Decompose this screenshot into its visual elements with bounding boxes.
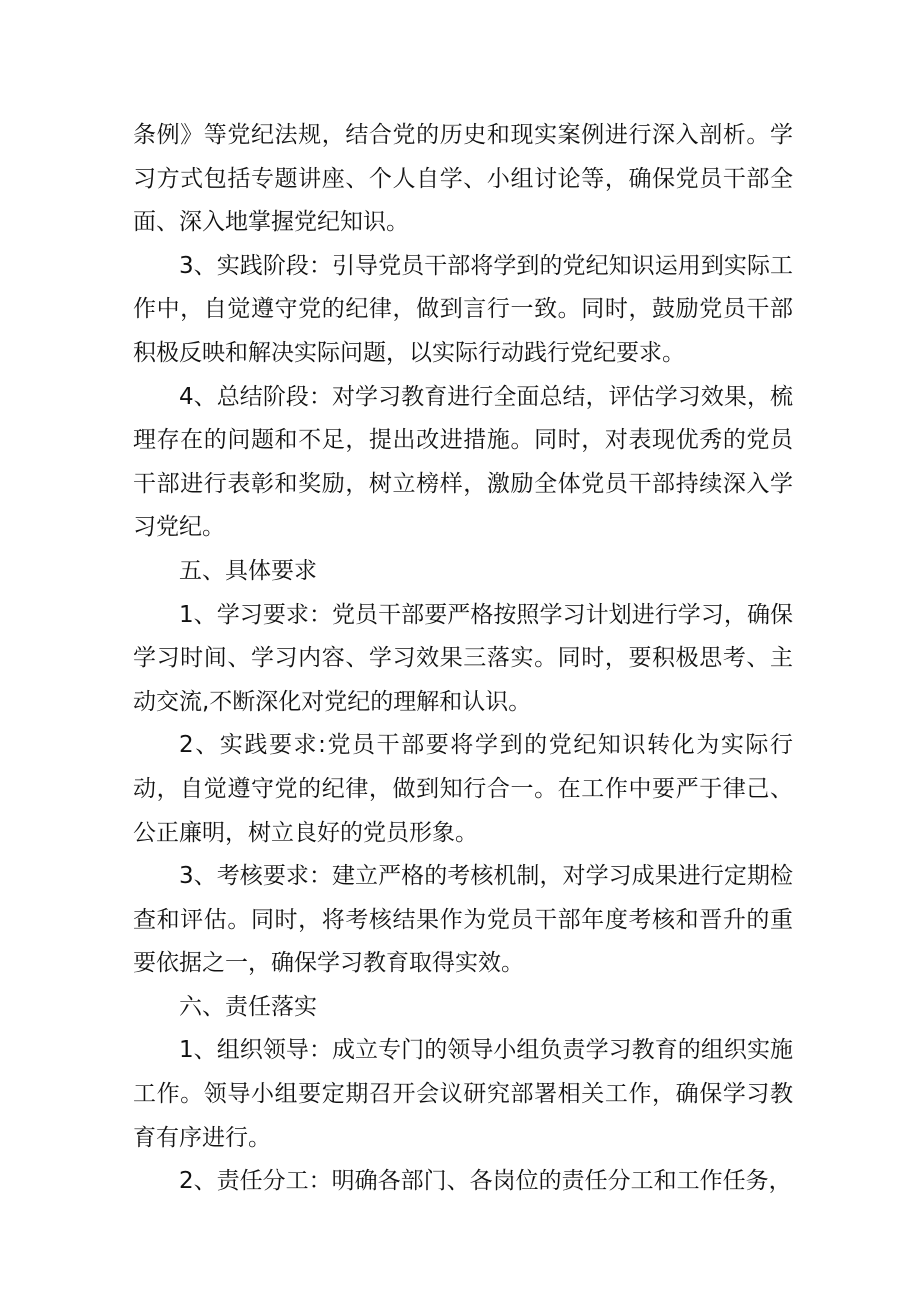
section-heading-responsibility: 六、责任落实 [179, 993, 317, 1020]
document-body [133, 114, 793, 1204]
paragraph-organization-leadership: 1、组织领导：成立专门的领导小组负责学习教育的组织实施工作。领导小组要定期召开会议研究部署相关工作，确保学习教育有序进行。 [133, 1037, 793, 1151]
section-heading-requirements: 五、具体要求 [179, 557, 317, 584]
paragraph-practice-stage: 3、实践阶段：引导党员干部将学到的党纪知识运用到实际工作中，自觉遵守党的纪律，做到言行一致。同时，鼓励党员干部积极反映和解决实际问题，以实际行动践行党纪要求。 [133, 252, 793, 366]
paragraph-practice-requirement: 2、实践要求:党员干部要将学到的党纪知识转化为实际行动，自觉遵守党的纪律，做到知行合一。在工作中要严于律己、公正廉明，树立良好的党员形象。 [133, 732, 793, 846]
paragraph-continuation: 条例》等党纪法规，结合党的历史和现实案例进行深入剖析。学习方式包括专题讲座、个人自学、小组讨论等，确保党员干部全面、深入地掌握党纪知识。 [133, 122, 793, 236]
paragraph-study-requirement: 1、学习要求：党员干部要严格按照学习计划进行学习，确保学习时间、学习内容、学习效果三落实。同时，要积极思考、主动交流,不断深化对党纪的理解和认识。 [133, 601, 793, 715]
paragraph-responsibility-division: 2、责任分工：明确各部门、各岗位的责任分工和工作任务， [179, 1168, 792, 1195]
paragraph-summary-stage: 4、总结阶段：对学习教育进行全面总结，评估学习效果，梳理存在的问题和不足，提出改进措施。同时，对表现优秀的党员干部进行表彰和奖励，树立榜样，激励全体党员干部持续深入学习党纪。 [133, 383, 793, 541]
paragraph-assessment-requirement: 3、考核要求：建立严格的考核机制，对学习成果进行定期检查和评估。同时，将考核结果作为党员干部年度考核和晋升的重要依据之一，确保学习教育取得实效。 [133, 863, 793, 977]
